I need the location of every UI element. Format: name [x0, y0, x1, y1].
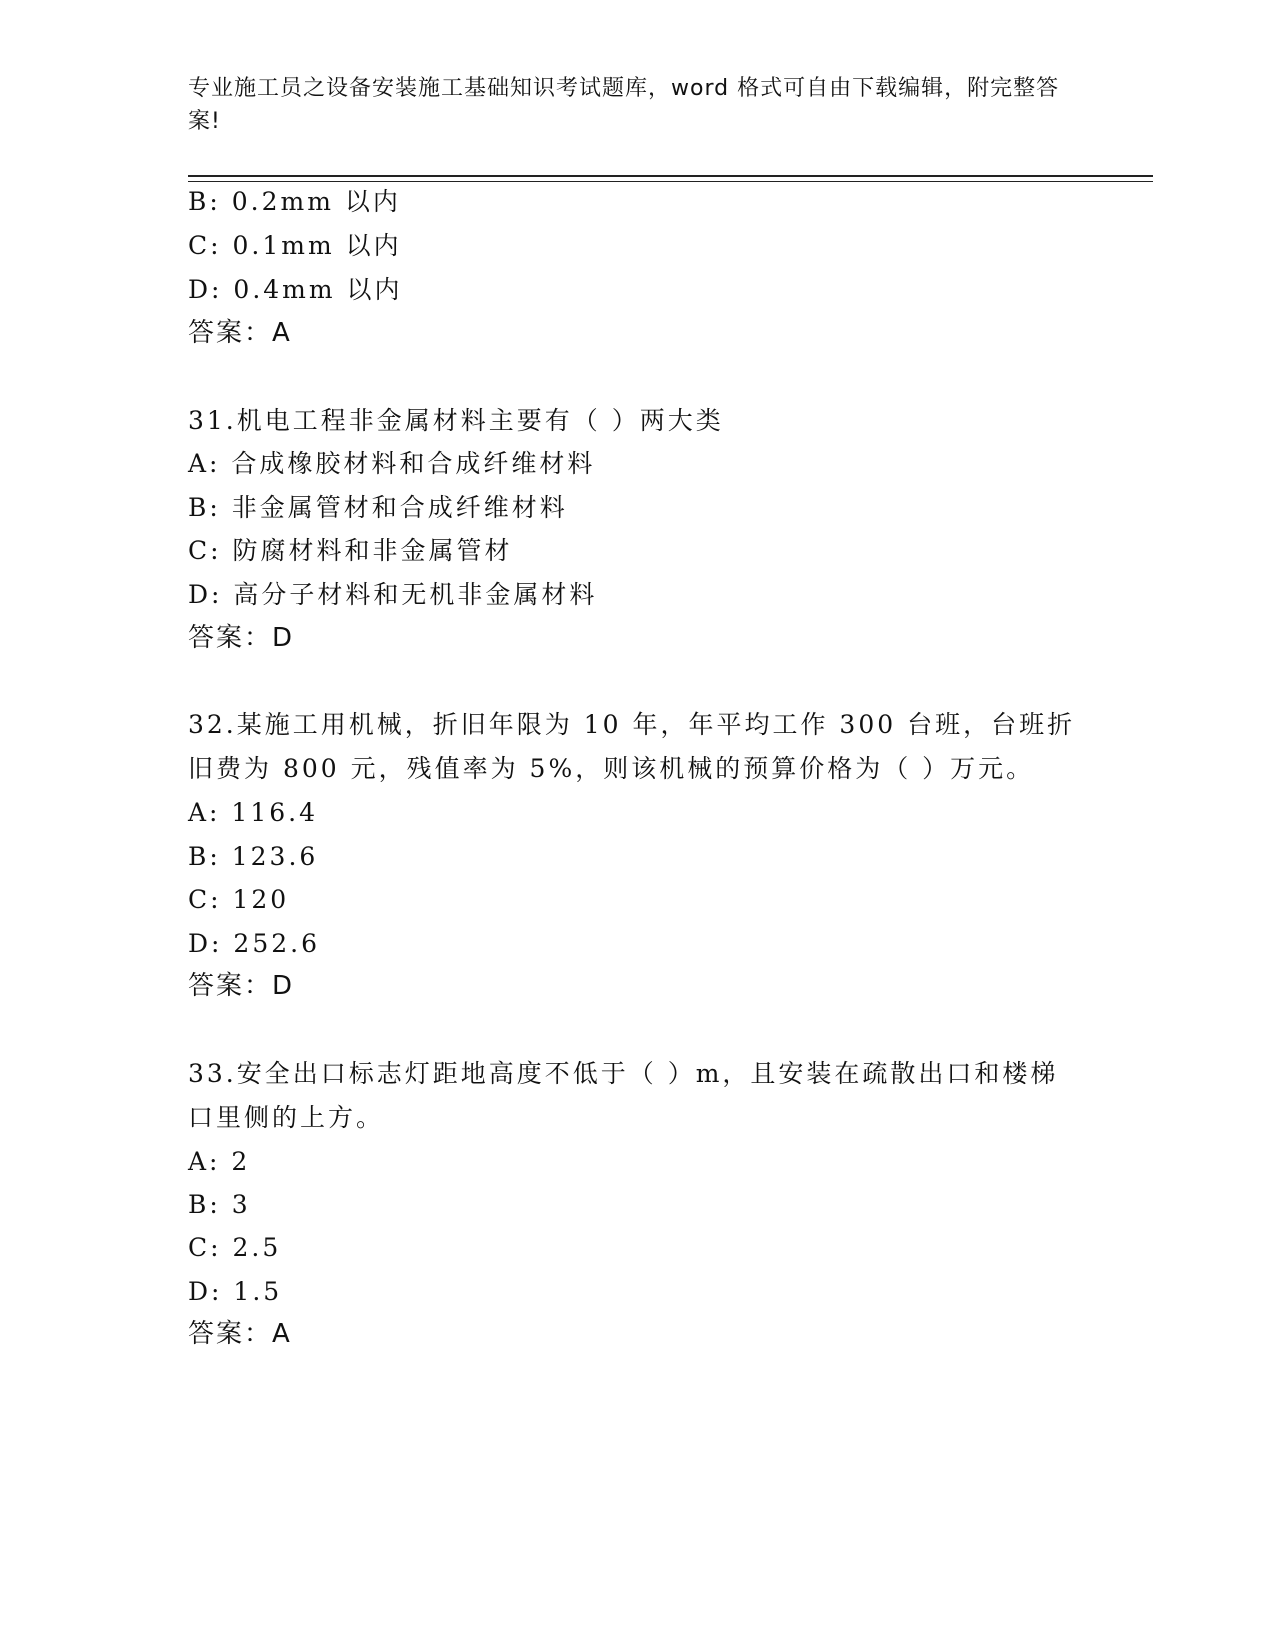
q33-stem-line2: 口里侧的上方。 [188, 1103, 385, 1132]
q31-option-a: A: 合成橡胶材料和合成纤维材料 [188, 449, 596, 478]
q31-option-d: D: 高分子材料和无机非金属材料 [188, 580, 598, 609]
q33-option-b: B: 3 [188, 1190, 251, 1219]
q30-option-d: D: 0.4mm 以内 [188, 275, 403, 304]
q31-answer: 答案：D [188, 623, 295, 653]
header-rule-thick [188, 175, 1153, 177]
q32-stem-line1: 32.某施工用机械，折旧年限为 10 年，年平均工作 300 台班，台班折 [188, 710, 1076, 739]
q33-option-a: A: 2 [188, 1147, 251, 1176]
q30-option-b: B: 0.2mm 以内 [188, 187, 401, 216]
q30-answer: 答案：A [188, 318, 292, 348]
q33-stem-line1: 33.安全出口标志灯距地高度不低于（ ）m，且安装在疏散出口和楼梯 [188, 1059, 1059, 1088]
q32-stem-line2: 旧费为 800 元，残值率为 5%，则该机械的预算价格为（ ）万元。 [188, 754, 1035, 783]
q31-option-c: C: 防腐材料和非金属管材 [188, 536, 513, 565]
q33-option-d: D: 1.5 [188, 1277, 283, 1306]
q32-option-a: A: 116.4 [188, 798, 318, 827]
q33-option-c: C: 2.5 [188, 1233, 282, 1262]
q33-answer: 答案：A [188, 1319, 292, 1349]
q32-option-d: D: 252.6 [188, 929, 320, 958]
q32-option-c: C: 120 [188, 885, 290, 914]
document-header: 专业施工员之设备安装施工基础知识考试题库，word 格式可自由下载编辑，附完整答案! [188, 76, 1060, 134]
q32-option-b: B: 123.6 [188, 842, 319, 871]
q30-option-c: C: 0.1mm 以内 [188, 231, 402, 260]
q31-option-b: B: 非金属管材和合成纤维材料 [188, 493, 568, 522]
q32-answer: 答案：D [188, 971, 295, 1001]
header-rule-thin [188, 181, 1153, 182]
q31-stem: 31.机电工程非金属材料主要有（ ）两大类 [188, 406, 724, 435]
